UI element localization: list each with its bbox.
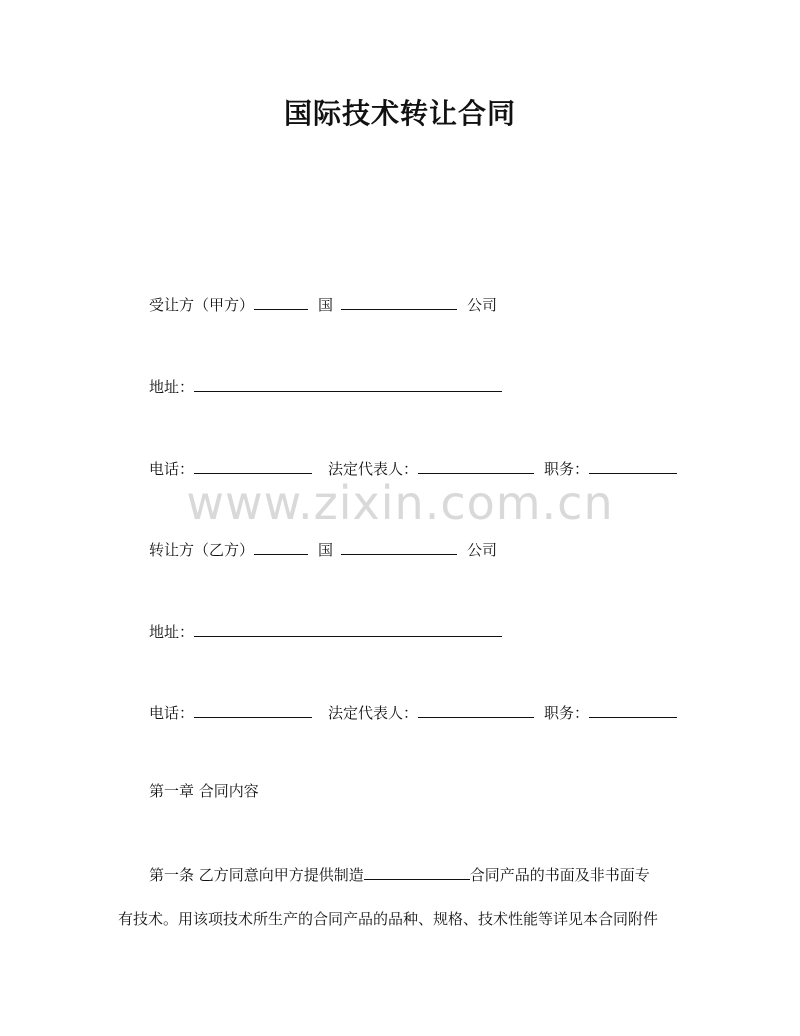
party-b-phone-blank[interactable] — [194, 700, 312, 718]
party-b-company-label: 公司 — [467, 541, 498, 559]
party-a-phone-blank[interactable] — [194, 456, 312, 474]
party-a-contact-line — [149, 456, 677, 479]
article-1-text-before: 第一条 乙方同意向甲方提供制造 — [149, 866, 364, 884]
party-b-name-line — [149, 537, 497, 560]
party-a-label: 受让方（甲方） — [149, 296, 255, 314]
party-a-name-line — [149, 292, 497, 315]
party-b-position-label: 职务： — [544, 704, 590, 722]
party-a-rep-label: 法定代表人： — [328, 460, 419, 478]
party-b-address-label: 地址： — [149, 623, 195, 641]
party-a-rep-blank[interactable] — [418, 456, 534, 474]
party-a-phone-label: 电话： — [149, 460, 195, 478]
article-1-line-2: 有技术。用该项技术所生产的合同产品的品种、规格、技术性能等详见本合同附件 — [118, 910, 659, 928]
party-b-label: 转让方（乙方） — [149, 541, 255, 559]
party-a-country-label: 国 — [318, 296, 334, 314]
party-b-contact-line — [149, 700, 677, 723]
article-1-line-1 — [149, 862, 650, 885]
party-b-rep-blank[interactable] — [418, 700, 534, 718]
party-a-country-blank[interactable] — [254, 292, 308, 310]
party-b-position-blank[interactable] — [589, 700, 677, 718]
party-b-phone-label: 电话： — [149, 704, 195, 722]
party-a-company-blank[interactable] — [341, 292, 457, 310]
party-a-position-label: 职务： — [544, 460, 590, 478]
party-a-position-blank[interactable] — [589, 456, 677, 474]
party-b-rep-label: 法定代表人： — [328, 704, 419, 722]
party-b-country-label: 国 — [318, 541, 334, 559]
chapter-1-heading: 第一章 合同内容 — [149, 782, 259, 800]
party-b-address-line — [149, 619, 502, 642]
party-a-company-label: 公司 — [467, 296, 498, 314]
party-b-company-blank[interactable] — [341, 537, 457, 555]
document-title: 国际技术转让合同 — [283, 97, 516, 130]
watermark-text: www.zixin.com.cn — [186, 476, 614, 530]
party-b-address-blank[interactable] — [194, 619, 502, 637]
party-a-address-blank[interactable] — [194, 374, 502, 392]
article-1-product-blank[interactable] — [364, 862, 470, 880]
party-a-address-line — [149, 374, 502, 397]
article-1-text-after: 合同产品的书面及非书面专 — [469, 866, 650, 884]
party-a-address-label: 地址： — [149, 378, 195, 396]
party-b-country-blank[interactable] — [254, 537, 308, 555]
